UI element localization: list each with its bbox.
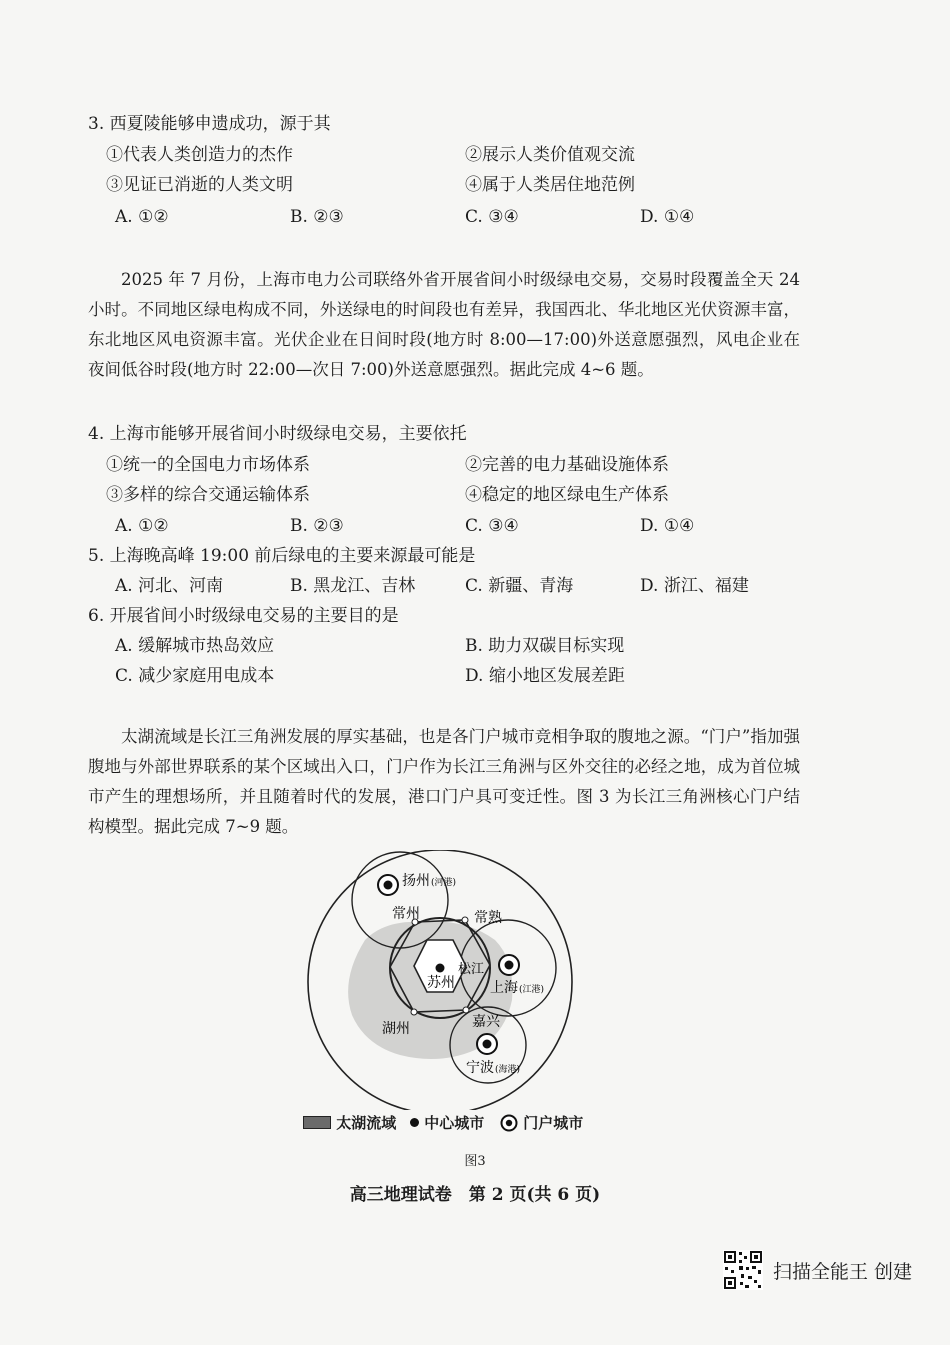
label-jiaxing: 嘉兴 [472, 1014, 500, 1030]
legend-center-city [410, 1112, 484, 1133]
center-city-marker [436, 964, 445, 973]
q5-stem: 5. 上海晚高峰 19:00 前后绿电的主要来源最可能是 [88, 546, 476, 566]
label-changzhou: 常州 [392, 906, 420, 922]
node-huzhou [411, 1009, 417, 1015]
label-songjiang: 松江 [458, 962, 485, 977]
node-changshu [462, 917, 468, 923]
q5-choice-d: D. 浙江、福建 [640, 576, 749, 596]
q6-choice-a: A. 缓解城市热岛效应 [115, 636, 275, 656]
legend-basin-label: 太湖流域 [336, 1114, 397, 1132]
q4-choice-d: D. ①④ [640, 516, 695, 536]
passage-green-power: 2025 年 7 月份，上海市电力公司联络外省开展省间小时级绿电交易，交易时段覆盖全天 24 小时。不同地区绿电构成不同，外送绿电的时间段也有差异，我国西北、华北地区光伏资源丰富，东北地区风电资源丰富。光伏企业在日间时段(地方时 8:00—17:00)外送意愿强烈，风电企业在夜间低谷时段(地方时 22:00—次日 7:00)外送意愿强烈。据此完成 4~6 题。 [88, 270, 800, 379]
q5-choice-b: B. 黑龙江、吉林 [290, 576, 416, 596]
passage-taihu: 太湖流域是长江三角洲发展的厚实基础，也是各门户城市竞相争取的腹地之源。“门户”指加强腹地与外部世界联系的某个区域出入口，门户作为长江三角洲与区外交往的必经之地，成为首位城市产生的理想场所，并且随着时代的发展，港口门户具可变迁性。图 3 为长江三角洲核心门户结构模型。据此完成 7~9 题。 [88, 727, 800, 836]
scanner-watermark [723, 1250, 912, 1290]
legend-basin [303, 1112, 396, 1133]
page-footer: 高三地理试卷 第 2 页(共 6 页) [349, 1185, 601, 1205]
label-ningbo: 宁波 [466, 1060, 494, 1076]
gateway-marker-yangzhou [378, 875, 398, 895]
q3-choice-d: D. ①④ [640, 207, 695, 227]
q3-choice-b: B. ②③ [290, 207, 344, 227]
label-changshu: 常熟 [474, 910, 502, 926]
q6-choice-b: B. 助力双碳目标实现 [465, 636, 625, 656]
figure-caption: 图3 [464, 1154, 486, 1169]
label-ningbo-note: (海港) [495, 1065, 521, 1075]
gateway-structure-diagram [290, 850, 590, 1110]
legend-gateway-label: 门户城市 [523, 1114, 584, 1132]
legend-gateway-city [500, 1112, 583, 1133]
q4-choice-b: B. ②③ [290, 516, 344, 536]
gateway-marker-ningbo [477, 1034, 497, 1054]
q3-item-1: ①代表人类创造力的杰作 [106, 145, 293, 165]
legend-center-dot [410, 1118, 419, 1127]
q3-item-4: ④属于人类居住地范例 [465, 175, 635, 195]
q3-stem: 3. 西夏陵能够申遗成功，源于其 [88, 114, 331, 134]
legend-center-label: 中心城市 [424, 1114, 485, 1132]
q4-item-3: ③多样的综合交通运输体系 [106, 485, 310, 505]
q3-item-2: ②展示人类价值观交流 [465, 145, 635, 165]
label-yangzhou-note: (河港) [431, 878, 457, 888]
q6-choice-d: D. 缩小地区发展差距 [465, 666, 625, 686]
q4-choice-a: A. ①② [115, 516, 169, 536]
q4-item-4: ④稳定的地区绿电生产体系 [465, 485, 669, 505]
gateway-marker-shanghai [499, 955, 519, 975]
q5-choice-a: A. 河北、河南 [115, 576, 224, 596]
q4-item-1: ①统一的全国电力市场体系 [106, 455, 310, 475]
label-suzhou: 苏州 [427, 975, 455, 991]
q4-item-2: ②完善的电力基础设施体系 [465, 455, 669, 475]
q6-stem: 6. 开展省间小时级绿电交易的主要目的是 [88, 606, 399, 626]
q3-choice-a: A. ①② [115, 207, 169, 227]
node-jiaxing [463, 1007, 469, 1013]
label-shanghai: 上海 [490, 980, 518, 996]
legend-gateway-icon [500, 1114, 518, 1132]
label-yangzhou: 扬州 [402, 873, 430, 889]
label-shanghai-note: (江港) [519, 985, 545, 995]
q4-choice-c: C. ③④ [465, 516, 519, 536]
q5-choice-c: C. 新疆、青海 [465, 576, 574, 596]
q3-choice-c: C. ③④ [465, 207, 519, 227]
q4-stem: 4. 上海市能够开展省间小时级绿电交易，主要依托 [88, 424, 467, 444]
watermark-text: 扫描全能王 创建 [772, 1260, 912, 1283]
qr-code-icon [723, 1250, 763, 1290]
label-huzhou: 湖州 [382, 1021, 410, 1037]
q6-choice-c: C. 减少家庭用电成本 [115, 666, 275, 686]
legend-basin-swatch [303, 1116, 331, 1129]
q3-item-3: ③见证已消逝的人类文明 [106, 175, 293, 195]
